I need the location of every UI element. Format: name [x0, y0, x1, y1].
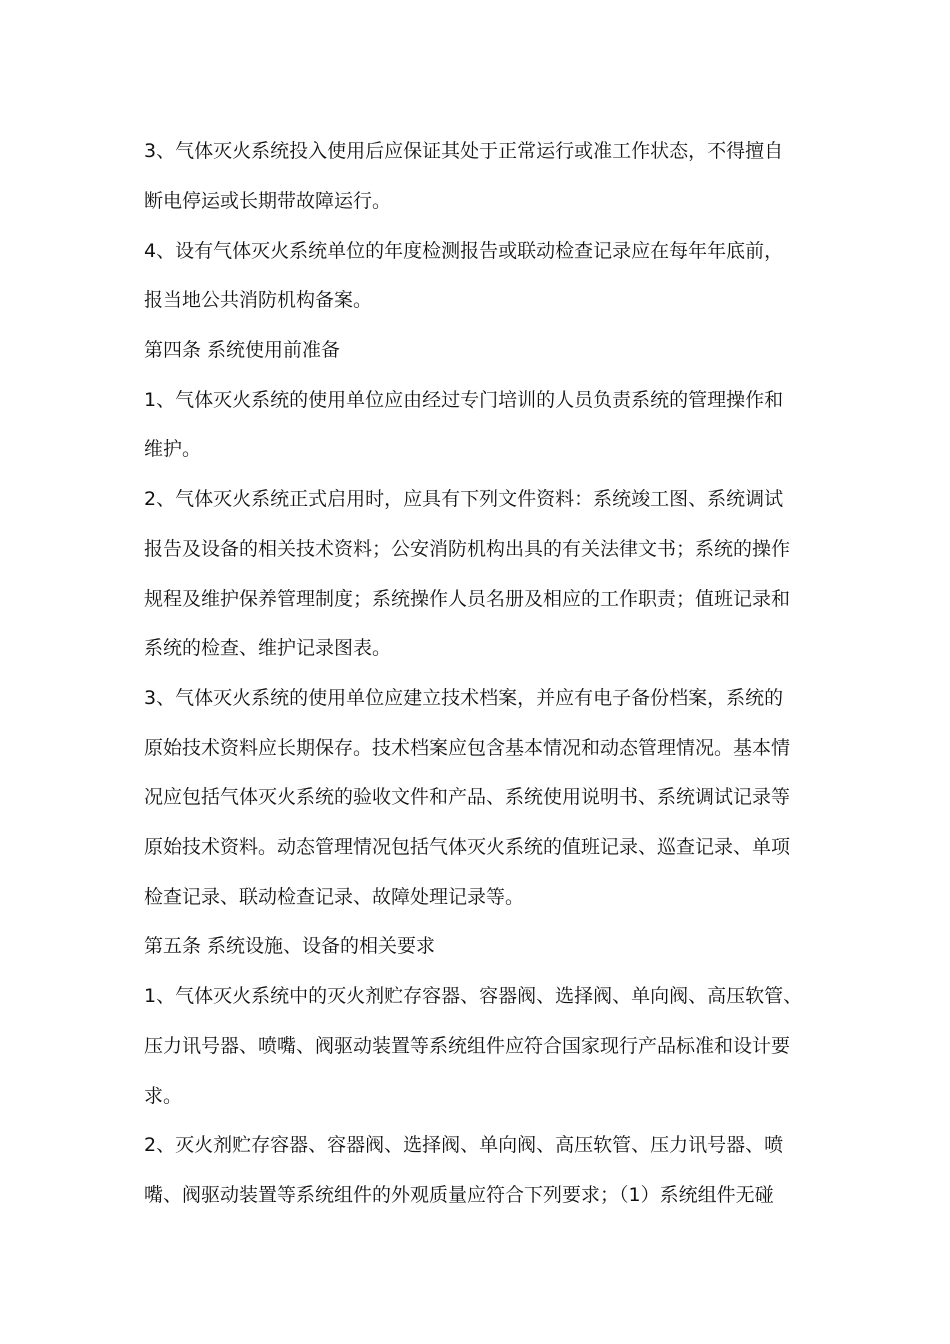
text-line: 原始技术资料。动态管理情况包括气体灭火系统的值班记录、巡查记录、单项: [144, 836, 791, 858]
text-line: 3、气体灭火系统的使用单位应建立技术档案，并应有电子备份档案，系统的: [144, 687, 784, 709]
text-line: 2、灭火剂贮存容器、容器阀、选择阀、单向阀、高压软管、压力讯号器、喷: [144, 1134, 784, 1156]
text-line: 系统的检查、维护记录图表。: [144, 637, 392, 659]
text-line: 4、设有气体灭火系统单位的年度检测报告或联动检查记录应在每年年底前，: [144, 240, 784, 262]
text-line: 原始技术资料应长期保存。技术档案应包含基本情况和动态管理情况。基本情: [144, 737, 791, 759]
text-line: 报当地公共消防机构备案。: [144, 289, 373, 311]
section-heading: 第五条 系统设施、设备的相关要求: [144, 935, 436, 957]
text-line: 检查记录、联动检查记录、故障处理记录等。: [144, 886, 525, 908]
text-line: 报告及设备的相关技术资料；公安消防机构出具的有关法律文书；系统的操作: [144, 538, 791, 560]
text-line: 维护。: [144, 438, 202, 460]
text-line: 3、气体灭火系统投入使用后应保证其处于正常运行或准工作状态，不得擅自: [144, 140, 784, 162]
text-line: 1、气体灭火系统的使用单位应由经过专门培训的人员负责系统的管理操作和: [144, 389, 784, 411]
section-heading: 第四条 系统使用前准备: [144, 339, 341, 361]
text-line: 规程及维护保养管理制度；系统操作人员名册及相应的工作职责；值班记录和: [144, 588, 791, 610]
text-line: 断电停运或长期带故障运行。: [144, 190, 392, 212]
text-line: 求。: [144, 1085, 183, 1107]
text-line: 况应包括气体灭火系统的验收文件和产品、系统使用说明书、系统调试记录等: [144, 786, 791, 808]
text-line: 2、气体灭火系统正式启用时，应具有下列文件资料：系统竣工图、系统调试: [144, 488, 784, 510]
text-line: 1、气体灭火系统中的灭火剂贮存容器、容器阀、选择阀、单向阀、高压软管、: [144, 985, 803, 1007]
text-line: 嘴、阀驱动装置等系统组件的外观质量应符合下列要求；（1）系统组件无碰: [144, 1184, 774, 1206]
text-line: 压力讯号器、喷嘴、阀驱动装置等系统组件应符合国家现行产品标准和设计要: [144, 1035, 791, 1057]
